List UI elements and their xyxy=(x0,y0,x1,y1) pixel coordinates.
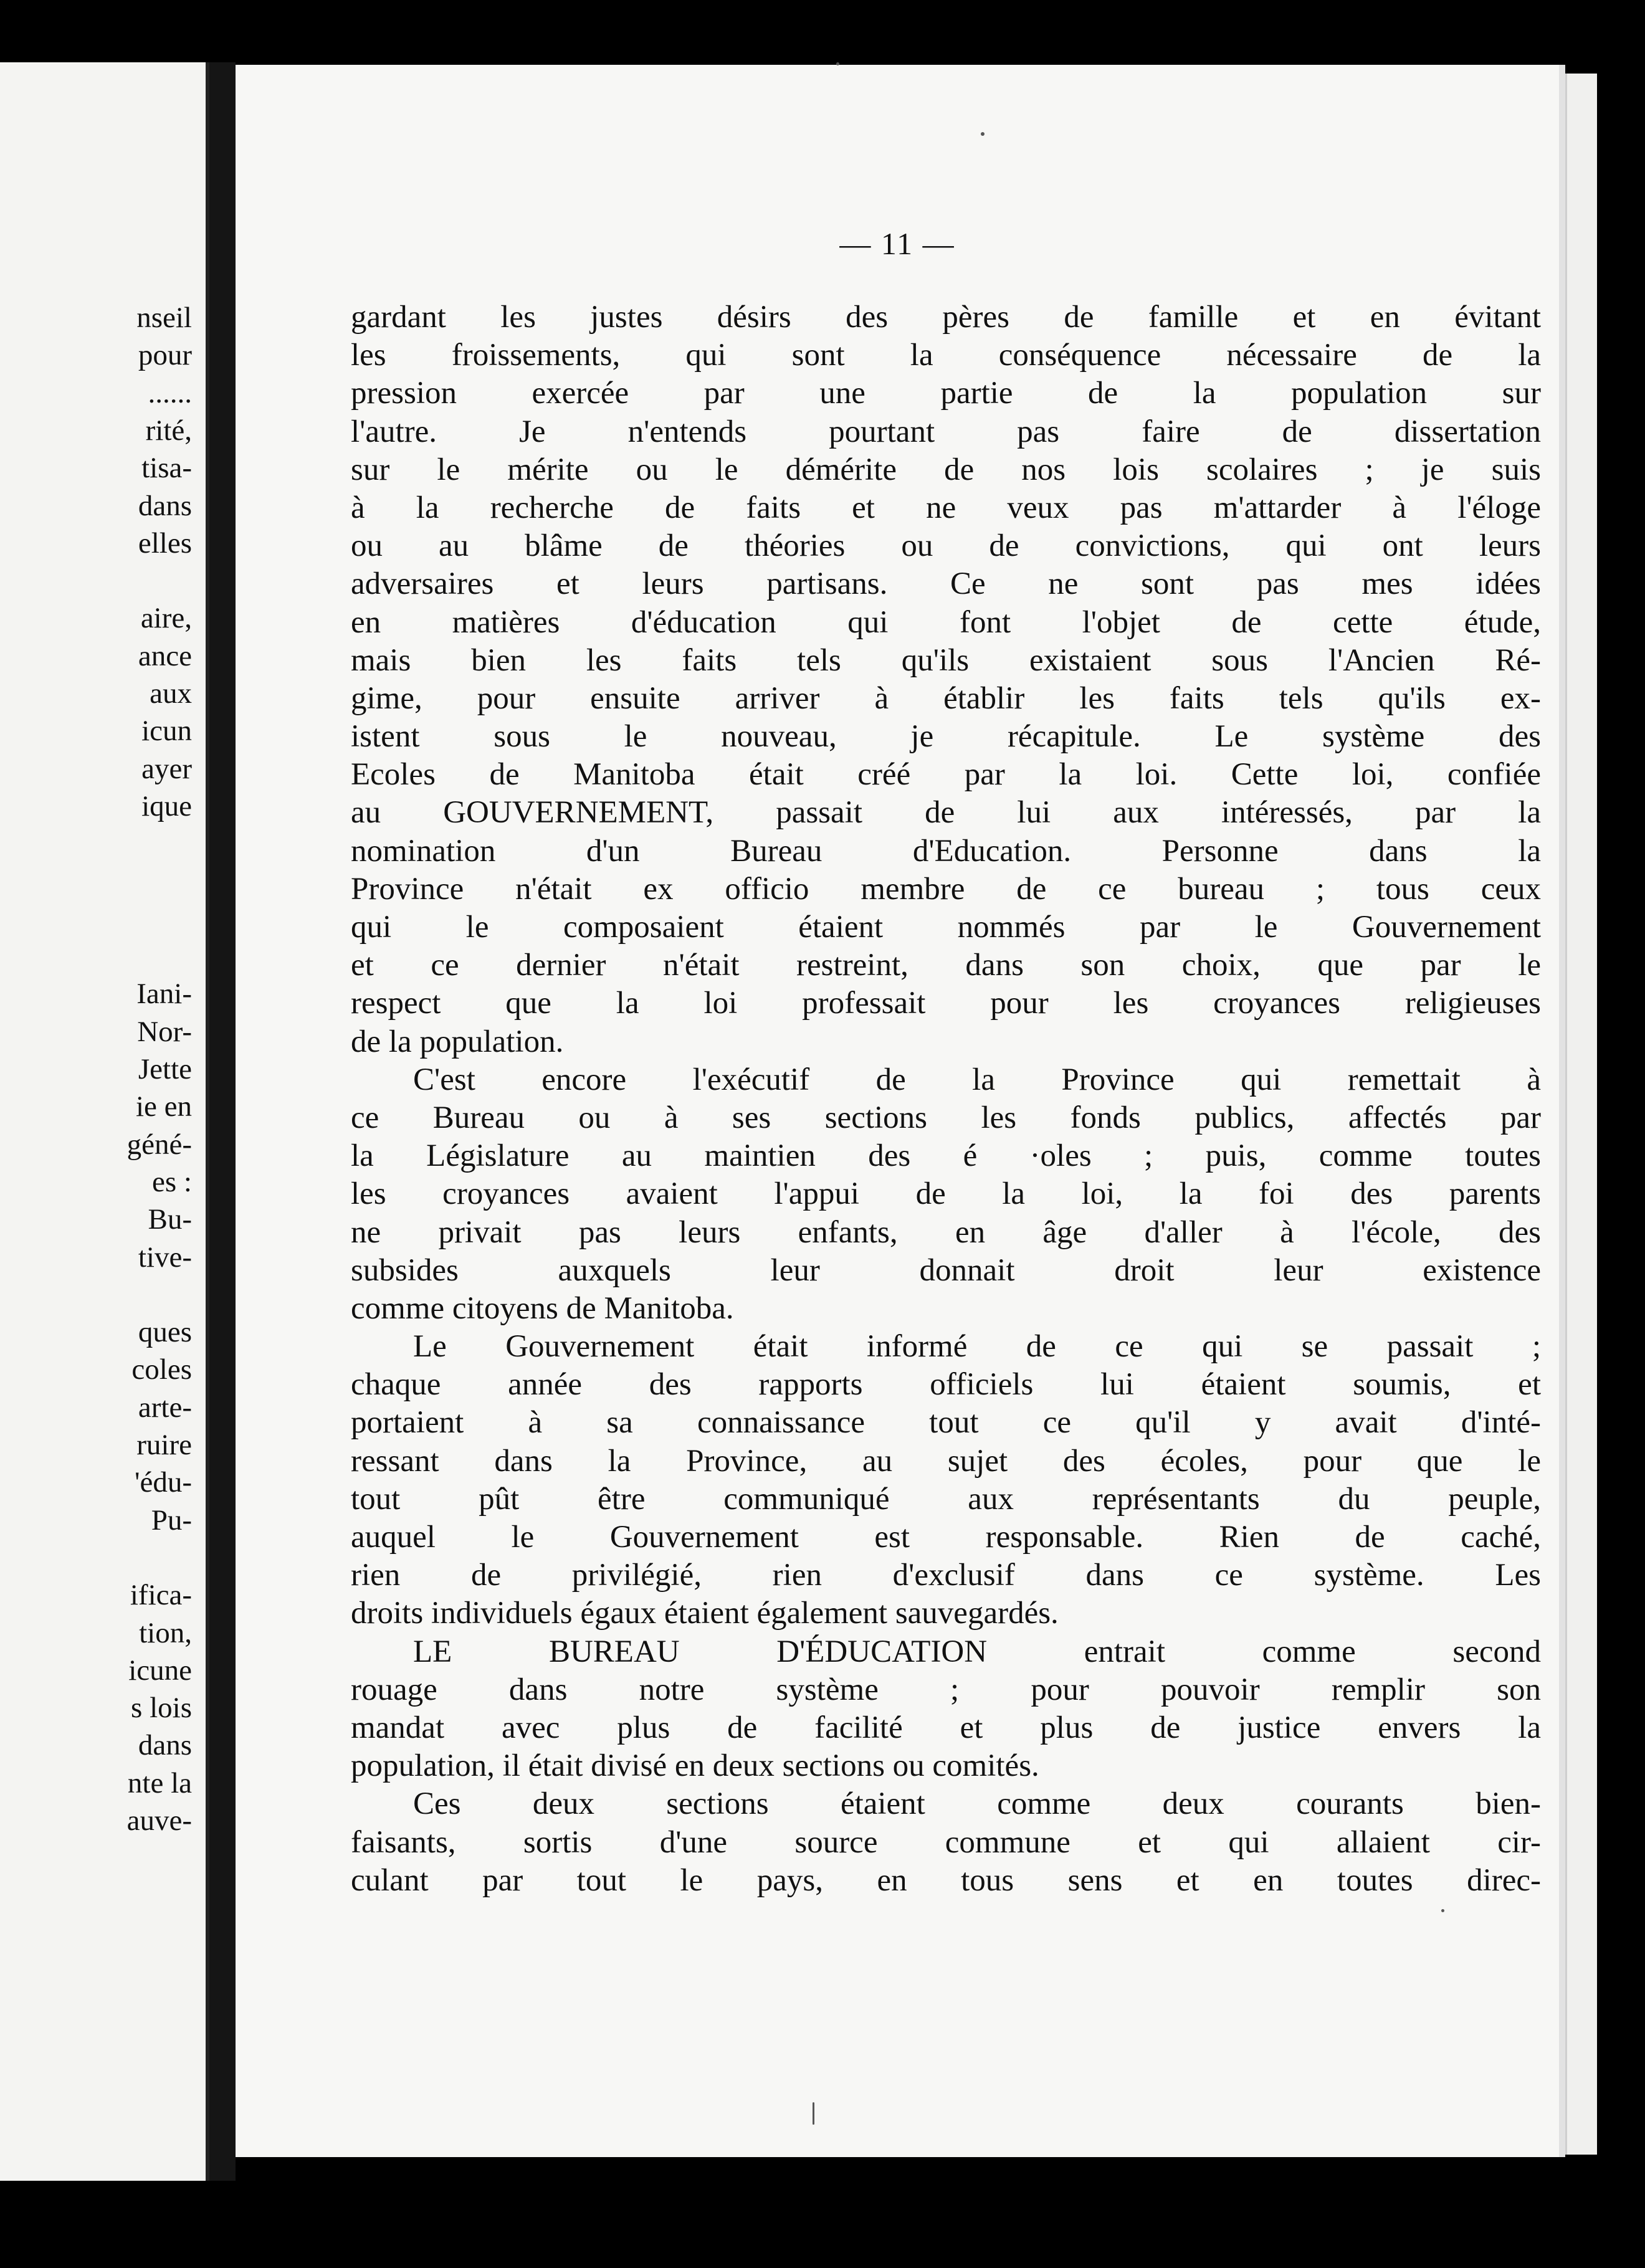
page-edge xyxy=(1565,74,1597,2155)
text-line: chaque année des rapports officiels lui étaient soumis, et xyxy=(351,1367,1541,1403)
left-page-line: ifica- xyxy=(130,1579,192,1612)
scan-speck xyxy=(1441,1909,1444,1912)
left-page-line: géné- xyxy=(126,1128,192,1161)
text-line: qui le composaient étaient nommés par le Gouvernement xyxy=(351,910,1541,945)
scan-speck xyxy=(981,132,985,136)
left-page-line: aux xyxy=(150,677,192,710)
text-line: ce Bureau ou à ses sections les fonds publics, affectés par xyxy=(351,1100,1541,1135)
left-page-line: ie en xyxy=(135,1090,192,1123)
text-line: ressant dans la Province, au sujet des écoles, pour que le xyxy=(351,1443,1541,1479)
text-line: droits individuels égaux étaient également sauvegardés. xyxy=(351,1596,1059,1631)
left-page-line: ...... xyxy=(148,376,192,409)
left-page-line: ques xyxy=(138,1316,192,1349)
left-page-line: es : xyxy=(152,1165,192,1198)
scan-speck xyxy=(813,2102,814,2125)
left-page-line: 'édu- xyxy=(135,1466,192,1499)
text-line: rien de privilégié, rien d'exclusif dans ce système. Les xyxy=(351,1558,1541,1593)
left-page-line: s lois xyxy=(131,1692,192,1725)
left-page-line: ayer xyxy=(141,752,192,785)
left-page-line: Bu- xyxy=(148,1203,192,1236)
left-page-line: coles xyxy=(131,1353,192,1386)
text-line: l'autre. Je n'entends pourtant pas faire de dissertation xyxy=(351,414,1541,449)
left-page-line: ance xyxy=(138,639,192,672)
text-line: Le Gouvernement était informé de ce qui se passait ; xyxy=(413,1329,1541,1365)
left-page-line: tion, xyxy=(139,1616,192,1649)
left-page-line: nseil xyxy=(136,302,192,334)
left-page-line: Pu- xyxy=(151,1503,192,1537)
page-number: — 11 — xyxy=(839,226,955,261)
text-line: gime, pour ensuite arriver à établir les faits tels qu'ils ex- xyxy=(351,680,1541,716)
left-page-fragment xyxy=(0,62,209,2181)
scan-speck xyxy=(836,62,839,65)
left-page-line: auve- xyxy=(126,1804,192,1837)
left-page-line: ique xyxy=(141,789,192,822)
text-line: istent sous le nouveau, je récapitule. Le système des xyxy=(351,719,1541,755)
left-page-line: nte la xyxy=(127,1766,192,1799)
text-line: pression exercée par une partie de la population sur xyxy=(351,376,1541,411)
left-page-line: rité, xyxy=(145,414,192,447)
left-page-line: pour xyxy=(138,339,192,372)
right-page xyxy=(236,65,1565,2157)
text-line: de la population. xyxy=(351,1024,564,1059)
text-line: LE BUREAU D'ÉDUCATION entrait comme second xyxy=(413,1634,1541,1669)
book-gutter xyxy=(209,62,236,2181)
text-line: ou au blâme de théories ou de convictions, qui ont leurs xyxy=(351,528,1541,564)
text-line: Ces deux sections étaient comme deux courants bien- xyxy=(413,1786,1541,1822)
left-page-line: icune xyxy=(128,1654,192,1687)
text-line: faisants, sortis d'une source commune et qui allaient cir- xyxy=(351,1824,1541,1860)
text-line: au GOUVERNEMENT, passait de lui aux intéressés, par la xyxy=(351,795,1541,831)
left-page-line: Iani- xyxy=(136,978,192,1011)
left-page-line: Nor- xyxy=(137,1015,192,1048)
text-line: comme citoyens de Manitoba. xyxy=(351,1290,734,1326)
text-line: portaient à sa connaissance tout ce qu'il y avait d'inté- xyxy=(351,1405,1541,1441)
left-page-line: icun xyxy=(141,715,192,748)
text-line: Ecoles de Manitoba était créé par la loi. Cette loi, confiée xyxy=(351,757,1541,793)
left-page-line: Jette xyxy=(138,1053,192,1085)
left-page-line: dans xyxy=(138,1729,192,1762)
left-page-line: elles xyxy=(138,526,192,560)
text-line: nomination d'un Bureau d'Education. Personne dans la xyxy=(351,833,1541,869)
text-line: sur le mérite ou le démérite de nos lois scolaires ; je suis xyxy=(351,452,1541,487)
text-line: culant par tout le pays, en tous sens et en toutes direc- xyxy=(351,1862,1541,1898)
left-page-line: tive- xyxy=(138,1241,192,1274)
left-page-line: tisa- xyxy=(141,452,192,485)
text-line: ne privait pas leurs enfants, en âge d'aller à l'école, des xyxy=(351,1214,1541,1250)
text-line: les froissements, qui sont la conséquence nécessaire de la xyxy=(351,338,1541,373)
left-page-line: dans xyxy=(138,489,192,522)
text-line: auquel le Gouvernement est responsable. Rien de caché, xyxy=(351,1520,1541,1555)
left-page-line: arte- xyxy=(138,1391,192,1424)
text-line: adversaires et leurs partisans. Ce ne sont pas mes idées xyxy=(351,566,1541,602)
text-line: en matières d'éducation qui font l'objet de cette étude, xyxy=(351,604,1541,640)
text-line: subsides auxquels leur donnait droit leur existence xyxy=(351,1252,1541,1288)
text-line: C'est encore l'exécutif de la Province qui remettait à xyxy=(413,1062,1541,1097)
text-line: à la recherche de faits et ne veux pas m'attarder à l'éloge xyxy=(351,490,1541,525)
text-line: population, il était divisé en deux sections ou comités. xyxy=(351,1748,1039,1784)
left-page-line: ruire xyxy=(136,1429,192,1461)
text-line: mais bien les faits tels qu'ils existaient sous l'Ancien Ré- xyxy=(351,642,1541,678)
text-line: mandat avec plus de facilité et plus de justice envers la xyxy=(351,1710,1541,1745)
text-line: gardant les justes désirs des pères de famille et en évitant xyxy=(351,300,1541,335)
body-text xyxy=(351,298,1541,1900)
text-line: tout pût être communiqué aux représentants du peuple, xyxy=(351,1481,1541,1517)
text-line: rouage dans notre système ; pour pouvoir remplir son xyxy=(351,1672,1541,1707)
text-line: la Législature au maintien des é ·oles ; puis, comme toutes xyxy=(351,1138,1541,1174)
left-page-line: aire, xyxy=(140,602,192,635)
text-line: et ce dernier n'était restreint, dans son choix, que par le xyxy=(351,948,1541,983)
text-line: respect que la loi professait pour les croyances religieuses xyxy=(351,986,1541,1021)
text-line: les croyances avaient l'appui de la loi, la foi des parents xyxy=(351,1176,1541,1212)
text-line: Province n'était ex officio membre de ce bureau ; tous ceux xyxy=(351,871,1541,907)
